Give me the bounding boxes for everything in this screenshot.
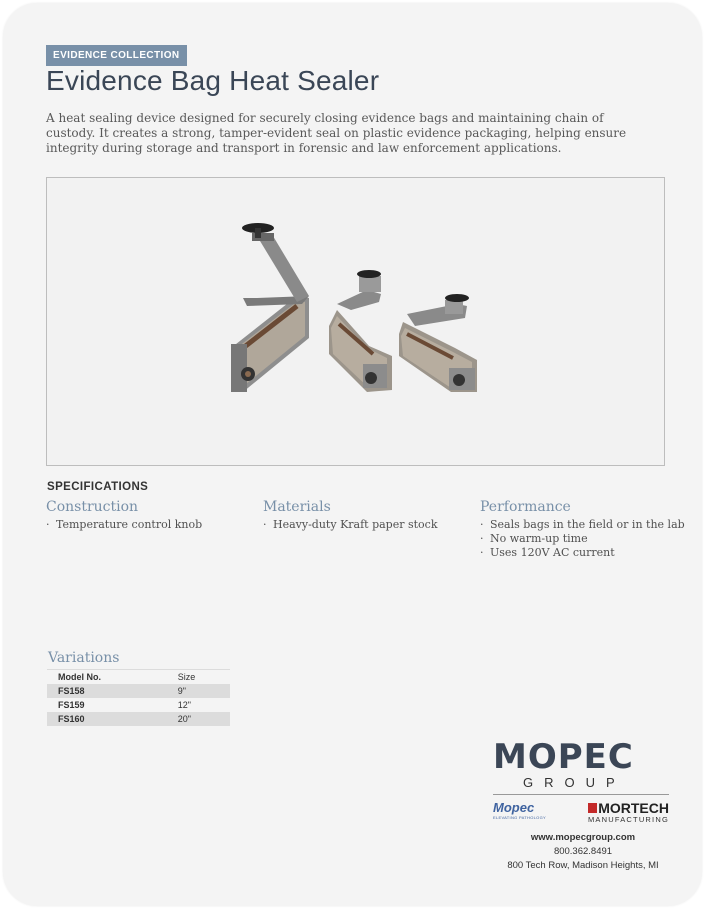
logo-brand: MOPEC xyxy=(493,737,634,777)
sub-brand-logos xyxy=(493,801,669,827)
mopec-logo xyxy=(493,801,546,820)
spec-item: · Temperature control knob xyxy=(46,518,202,532)
size-cell: 20" xyxy=(167,712,230,726)
spec-column-performance xyxy=(480,499,685,560)
mopec-group-logo xyxy=(493,739,669,827)
datasheet-page xyxy=(3,3,702,906)
spec-item: · Uses 120V AC current xyxy=(480,546,685,560)
column-header-model: Model No. xyxy=(58,672,101,682)
table-row xyxy=(47,712,230,726)
product-photo xyxy=(46,177,665,466)
size-cell: 9" xyxy=(167,684,230,698)
category-badge: EVIDENCE COLLECTION xyxy=(46,45,187,66)
spec-item: · Seals bags in the field or in the lab xyxy=(480,518,685,532)
address: 800 Tech Row, Madison Heights, MI xyxy=(507,860,659,871)
spec-column-title: Materials xyxy=(263,499,331,515)
phone-number: 800.362.8491 xyxy=(553,846,613,857)
specifications-heading: SPECIFICATIONS xyxy=(47,481,149,493)
mortech-sub-text: MANUFACTURING xyxy=(587,815,669,824)
product-description: A heat sealing device designed for securely closing evidence bags and maintaining chain of custody. It creates a strong, tamper-evident seal on plastic evidence packaging, helping ensure integrity during storage and transport in forensic and law enforcement applications. xyxy=(46,111,627,155)
model-cell: FS159 xyxy=(58,700,85,710)
table-row xyxy=(47,698,230,712)
spec-column-materials xyxy=(263,499,438,532)
page-title: Evidence Bag Heat Sealer xyxy=(46,65,380,96)
spec-column-title: Performance xyxy=(480,499,571,515)
mortech-logo-word xyxy=(588,801,669,815)
column-header-size: Size xyxy=(177,672,196,682)
spec-item: · Heavy-duty Kraft paper stock xyxy=(263,518,438,532)
small-sealer-image xyxy=(399,294,477,392)
model-cell: FS160 xyxy=(47,712,167,726)
spec-column-construction xyxy=(46,499,202,532)
variations-title: Variations xyxy=(48,650,120,666)
heat-sealer-illustration xyxy=(47,178,666,467)
mortech-logo-text: MORTECH xyxy=(598,800,669,816)
mortech-square-icon xyxy=(588,803,597,813)
contact-info xyxy=(483,831,683,873)
medium-sealer-image xyxy=(329,270,392,392)
mortech-logo xyxy=(588,801,669,824)
variations-table xyxy=(47,669,230,726)
spec-item: · No warm-up time xyxy=(480,532,685,546)
large-sealer-image xyxy=(231,223,309,392)
mopec-logo-text: Mopec xyxy=(493,800,535,815)
website-link[interactable]: www.mopecgroup.com xyxy=(530,832,636,843)
size-cell: 12" xyxy=(177,700,191,710)
table-header-row xyxy=(47,670,230,685)
table-row xyxy=(47,684,230,698)
logo-divider xyxy=(493,794,669,795)
spec-column-title: Construction xyxy=(46,499,139,515)
model-cell: FS158 xyxy=(47,684,167,698)
mopec-tagline: ELEVATING PATHOLOGY xyxy=(493,815,546,820)
logo-group: GROUP xyxy=(523,775,626,790)
